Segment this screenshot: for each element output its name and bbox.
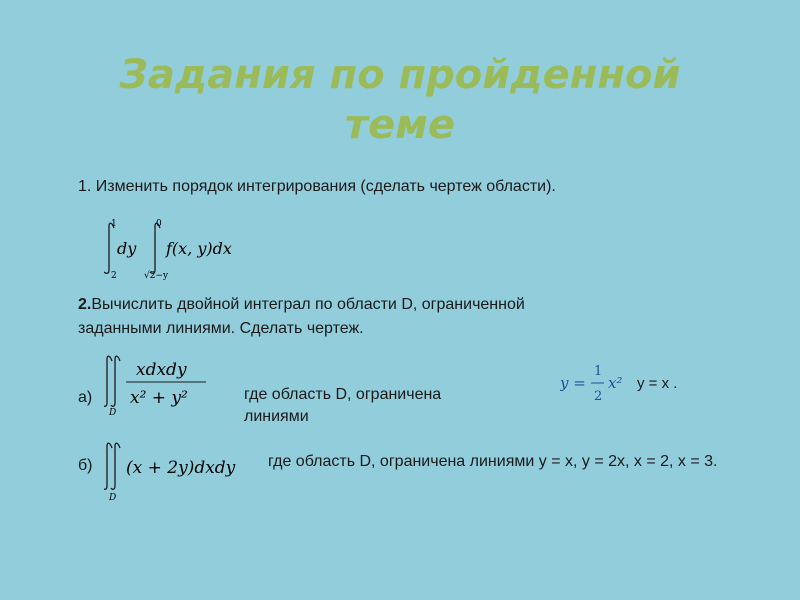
- integral-sign: [104, 443, 112, 489]
- integral-sign: [150, 223, 160, 273]
- part-a-text-line1: где область D, ограничена: [244, 386, 442, 403]
- part-b-formula-svg: [104, 442, 262, 504]
- task1-formula: [104, 218, 254, 285]
- part-a-denominator: x² + y²: [130, 388, 188, 408]
- task1-text: 1. Изменить порядок интегрирования (сделать чертеж области).: [78, 178, 556, 195]
- part-a-line: y = x .: [637, 375, 678, 392]
- int2-lower: √2−y: [144, 271, 169, 280]
- task1-formula-svg: [104, 218, 254, 280]
- int2-integrand: f(x, y)dx: [166, 239, 232, 258]
- part-a-region: D: [109, 408, 117, 417]
- part-a-label: а): [78, 389, 93, 406]
- part-a-curve-svg: [560, 362, 632, 406]
- part-b-region: D: [109, 493, 117, 503]
- part-b-formula: [104, 442, 262, 509]
- curve-tail: x²: [608, 374, 623, 392]
- part-b-text: где область D, ограничена линиями y = x, y = 2x, x = 2, x = 3.: [268, 453, 718, 470]
- part-a-curve: [560, 362, 632, 411]
- part-a-numerator: xdxdy: [136, 360, 187, 380]
- int1-lower: 2: [111, 271, 117, 280]
- part-b-integrand: (x + 2y)dxdy: [126, 458, 236, 478]
- integral-sign: [111, 443, 120, 489]
- int1-upper: 1: [111, 219, 117, 229]
- slide-title-line2: теме: [344, 102, 456, 148]
- int1-diff: dy: [117, 239, 137, 258]
- integral-sign: [104, 223, 114, 273]
- curve-frac-num: 1: [594, 364, 603, 379]
- int2-upper: 0: [156, 219, 162, 229]
- part-a-formula: [104, 355, 214, 422]
- integral-sign: [104, 356, 112, 406]
- integral-sign: [111, 356, 120, 406]
- curve-frac-den: 2: [594, 389, 603, 404]
- slide-title: [0, 50, 800, 150]
- part-a-text-line2: линиями: [244, 408, 309, 425]
- part-b-label: б): [78, 457, 93, 474]
- task2-line1: [78, 293, 525, 317]
- task2-number: 2.: [78, 296, 92, 313]
- part-a-formula-svg: [104, 355, 214, 417]
- curve-lhs: y =: [560, 374, 586, 392]
- task2-line1-text: Вычислить двойной интеграл по области D, ограниченной: [91, 296, 525, 313]
- slide-title-line1: Задания по пройденной: [119, 52, 681, 98]
- task2-line2: заданными линиями. Сделать чертеж.: [78, 320, 364, 337]
